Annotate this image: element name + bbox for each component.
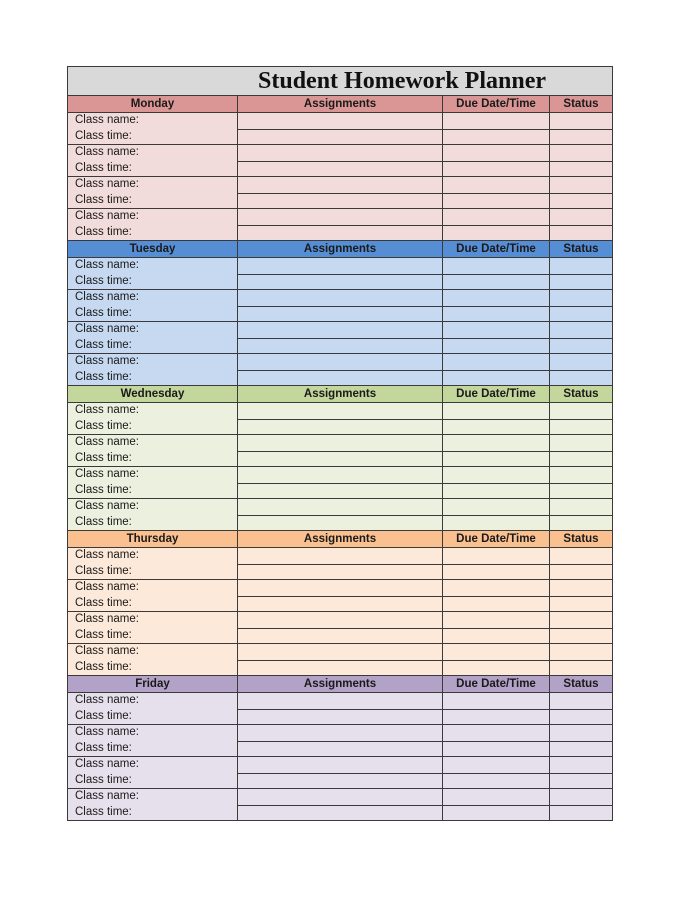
status-cell[interactable] <box>550 209 612 225</box>
assignment-cell[interactable] <box>238 806 443 821</box>
table-row <box>238 499 612 515</box>
day-section-tuesday <box>68 241 612 386</box>
table-row <box>238 338 612 354</box>
due-date-cell[interactable] <box>443 275 550 290</box>
title-row <box>68 67 612 96</box>
class-label-cell[interactable] <box>68 113 238 144</box>
assignment-cell[interactable] <box>238 661 443 676</box>
assignment-cell[interactable] <box>238 710 443 725</box>
class-name-label: Class name: <box>75 581 139 593</box>
table-row <box>238 225 612 241</box>
table-row <box>238 805 612 821</box>
class-name-label: Class name: <box>75 146 139 158</box>
class-time-label: Class time: <box>75 225 132 238</box>
due-date-cell[interactable] <box>443 145 550 161</box>
due-date-cell[interactable] <box>443 420 550 435</box>
day-name: Friday <box>68 676 238 692</box>
due-date-cell[interactable] <box>443 499 550 515</box>
class-label-cell[interactable] <box>68 644 238 675</box>
class-slot <box>68 322 612 354</box>
class-label-cell[interactable] <box>68 322 238 353</box>
class-name-label: Class name: <box>75 355 139 367</box>
class-slot <box>68 725 612 757</box>
due-date-header: Due Date/Time <box>443 241 550 257</box>
class-label-cell[interactable] <box>68 580 238 611</box>
class-name-label: Class name: <box>75 291 139 303</box>
assignment-cell[interactable] <box>238 322 443 338</box>
due-date-cell[interactable] <box>443 789 550 805</box>
status-cell[interactable] <box>550 339 612 354</box>
status-cell[interactable] <box>550 516 612 531</box>
due-date-cell[interactable] <box>443 725 550 741</box>
class-time-label: Class time: <box>75 741 132 754</box>
day-name: Tuesday <box>68 241 238 257</box>
assignment-cell[interactable] <box>238 226 443 241</box>
table-row <box>238 789 612 805</box>
table-row <box>238 209 612 225</box>
class-name-label: Class name: <box>75 758 139 770</box>
class-time-label: Class time: <box>75 161 132 174</box>
class-label-cell[interactable] <box>68 290 238 321</box>
assignment-cell[interactable] <box>238 499 443 515</box>
assignment-cell[interactable] <box>238 275 443 290</box>
class-time-label: Class time: <box>75 628 132 641</box>
status-cell[interactable] <box>550 452 612 467</box>
class-label-cell[interactable] <box>68 725 238 756</box>
table-row <box>238 113 612 129</box>
table-row <box>238 725 612 741</box>
table-row <box>238 628 612 644</box>
assignments-header: Assignments <box>238 676 443 692</box>
class-slot <box>68 789 612 820</box>
status-cell[interactable] <box>550 806 612 821</box>
status-cell[interactable] <box>550 548 612 564</box>
table-row <box>238 515 612 531</box>
table-row <box>238 193 612 209</box>
status-cell[interactable] <box>550 354 612 370</box>
status-header: Status <box>563 388 599 400</box>
class-time-label: Class time: <box>75 193 132 206</box>
status-cell[interactable] <box>550 484 612 499</box>
status-cell[interactable] <box>550 774 612 789</box>
class-label-cell[interactable] <box>68 354 238 385</box>
due-date-cell[interactable] <box>443 693 550 709</box>
status-cell[interactable] <box>550 710 612 725</box>
day-header-row <box>68 386 612 403</box>
assignment-cell[interactable] <box>238 307 443 322</box>
assignment-cell[interactable] <box>238 452 443 467</box>
due-date-cell[interactable] <box>443 710 550 725</box>
status-cell[interactable] <box>550 565 612 580</box>
class-slot <box>68 290 612 322</box>
assignment-cell[interactable] <box>238 420 443 435</box>
table-row <box>238 435 612 451</box>
table-row <box>238 660 612 676</box>
table-row <box>238 467 612 483</box>
day-section-wednesday <box>68 386 612 531</box>
table-row <box>238 274 612 290</box>
table-row <box>238 564 612 580</box>
assignment-cell[interactable] <box>238 484 443 499</box>
class-time-label: Class time: <box>75 483 132 496</box>
assignment-cell[interactable] <box>238 113 443 129</box>
assignment-cell[interactable] <box>238 565 443 580</box>
assignment-cell[interactable] <box>238 757 443 773</box>
due-date-cell[interactable] <box>443 194 550 209</box>
status-cell[interactable] <box>550 757 612 773</box>
table-row <box>238 709 612 725</box>
day-section-monday <box>68 96 612 241</box>
status-cell[interactable] <box>550 742 612 757</box>
assignment-cell[interactable] <box>238 693 443 709</box>
class-label-cell[interactable] <box>68 499 238 530</box>
class-time-label: Class time: <box>75 515 132 528</box>
class-time-label: Class time: <box>75 596 132 609</box>
day-section-thursday <box>68 531 612 676</box>
class-name-label: Class name: <box>75 178 139 190</box>
table-row <box>238 322 612 338</box>
due-date-cell[interactable] <box>443 806 550 821</box>
class-label-cell[interactable] <box>68 209 238 240</box>
class-label-cell[interactable] <box>68 789 238 820</box>
status-header: Status <box>563 533 599 545</box>
class-time-label: Class time: <box>75 129 132 142</box>
status-cell[interactable] <box>550 177 612 193</box>
due-date-header: Due Date/Time <box>443 96 550 112</box>
class-time-label: Class time: <box>75 773 132 786</box>
class-name-label: Class name: <box>75 436 139 448</box>
class-label-cell[interactable] <box>68 467 238 498</box>
due-date-cell[interactable] <box>443 322 550 338</box>
assignment-cell[interactable] <box>238 742 443 757</box>
table-row <box>238 741 612 757</box>
status-cell[interactable] <box>550 145 612 161</box>
status-cell[interactable] <box>550 789 612 805</box>
day-name: Wednesday <box>68 386 238 402</box>
day-section-friday <box>68 676 612 820</box>
day-header-row <box>68 676 612 693</box>
due-date-cell[interactable] <box>443 290 550 306</box>
class-slot <box>68 612 612 644</box>
assignment-cell[interactable] <box>238 354 443 370</box>
table-row <box>238 129 612 145</box>
table-row <box>238 451 612 467</box>
due-date-cell[interactable] <box>443 644 550 660</box>
due-date-cell[interactable] <box>443 565 550 580</box>
assignment-cell[interactable] <box>238 258 443 274</box>
class-time-label: Class time: <box>75 338 132 351</box>
class-name-label: Class name: <box>75 726 139 738</box>
due-date-cell[interactable] <box>443 354 550 370</box>
assignment-cell[interactable] <box>238 371 443 386</box>
status-cell[interactable] <box>550 371 612 386</box>
table-row <box>238 483 612 499</box>
due-date-header: Due Date/Time <box>443 676 550 692</box>
status-cell[interactable] <box>550 629 612 644</box>
class-name-label: Class name: <box>75 210 139 222</box>
assignments-header: Assignments <box>238 386 443 402</box>
class-time-label: Class time: <box>75 306 132 319</box>
status-header: Status <box>563 243 599 255</box>
assignment-cell[interactable] <box>238 629 443 644</box>
class-time-label: Class time: <box>75 451 132 464</box>
status-cell[interactable] <box>550 661 612 676</box>
due-date-cell[interactable] <box>443 209 550 225</box>
class-name-label: Class name: <box>75 468 139 480</box>
due-date-cell[interactable] <box>443 548 550 564</box>
status-cell[interactable] <box>550 435 612 451</box>
due-date-cell[interactable] <box>443 226 550 241</box>
day-header-row <box>68 96 612 113</box>
class-label-cell[interactable] <box>68 258 238 289</box>
assignment-cell[interactable] <box>238 789 443 805</box>
due-date-cell[interactable] <box>443 580 550 596</box>
class-name-label: Class name: <box>75 613 139 625</box>
table-row <box>238 370 612 386</box>
status-cell[interactable] <box>550 499 612 515</box>
due-date-cell[interactable] <box>443 371 550 386</box>
table-row <box>238 612 612 628</box>
class-name-label: Class name: <box>75 549 139 561</box>
status-cell[interactable] <box>550 725 612 741</box>
status-header: Status <box>563 678 599 690</box>
class-label-cell[interactable] <box>68 612 238 643</box>
due-date-header: Due Date/Time <box>443 386 550 402</box>
class-slot <box>68 435 612 467</box>
class-name-label: Class name: <box>75 259 139 271</box>
table-row <box>238 596 612 612</box>
status-cell[interactable] <box>550 693 612 709</box>
class-slot <box>68 499 612 531</box>
status-cell[interactable] <box>550 307 612 322</box>
class-label-cell[interactable] <box>68 145 238 176</box>
assignments-header: Assignments <box>238 241 443 257</box>
table-row <box>238 258 612 274</box>
table-row <box>238 290 612 306</box>
due-date-cell[interactable] <box>443 177 550 193</box>
due-date-cell[interactable] <box>443 467 550 483</box>
table-row <box>238 757 612 773</box>
class-name-label: Class name: <box>75 500 139 512</box>
assignment-cell[interactable] <box>238 162 443 177</box>
day-name: Monday <box>68 96 238 112</box>
class-slot <box>68 258 612 290</box>
class-name-label: Class name: <box>75 323 139 335</box>
status-cell[interactable] <box>550 290 612 306</box>
assignment-cell[interactable] <box>238 580 443 596</box>
class-time-label: Class time: <box>75 274 132 287</box>
status-cell[interactable] <box>550 275 612 290</box>
due-date-cell[interactable] <box>443 612 550 628</box>
class-slot <box>68 548 612 580</box>
status-cell[interactable] <box>550 644 612 660</box>
status-cell[interactable] <box>550 113 612 129</box>
assignment-cell[interactable] <box>238 597 443 612</box>
status-cell[interactable] <box>550 467 612 483</box>
due-date-cell[interactable] <box>443 452 550 467</box>
table-row <box>238 548 612 564</box>
class-time-label: Class time: <box>75 370 132 383</box>
assignment-cell[interactable] <box>238 612 443 628</box>
assignment-cell[interactable] <box>238 177 443 193</box>
page-title: Student Homework Planner <box>258 68 546 94</box>
class-slot <box>68 644 612 676</box>
due-date-cell[interactable] <box>443 661 550 676</box>
assignment-cell[interactable] <box>238 145 443 161</box>
assignments-header: Assignments <box>238 96 443 112</box>
assignment-cell[interactable] <box>238 403 443 419</box>
class-name-label: Class name: <box>75 404 139 416</box>
status-cell[interactable] <box>550 130 612 145</box>
table-row <box>238 145 612 161</box>
table-row <box>238 419 612 435</box>
status-cell[interactable] <box>550 580 612 596</box>
homework-planner-table <box>67 66 613 821</box>
due-date-cell[interactable] <box>443 435 550 451</box>
status-cell[interactable] <box>550 194 612 209</box>
table-row <box>238 773 612 789</box>
table-row <box>238 306 612 322</box>
class-label-cell[interactable] <box>68 757 238 788</box>
assignment-cell[interactable] <box>238 290 443 306</box>
assignments-header: Assignments <box>238 531 443 547</box>
status-cell[interactable] <box>550 612 612 628</box>
status-cell[interactable] <box>550 403 612 419</box>
class-label-cell[interactable] <box>68 693 238 724</box>
table-row <box>238 403 612 419</box>
assignment-cell[interactable] <box>238 774 443 789</box>
day-header-row <box>68 241 612 258</box>
class-time-label: Class time: <box>75 805 132 818</box>
assignment-cell[interactable] <box>238 644 443 660</box>
class-slot <box>68 693 612 725</box>
table-row <box>238 693 612 709</box>
class-slot <box>68 757 612 789</box>
due-date-cell[interactable] <box>443 113 550 129</box>
due-date-cell[interactable] <box>443 162 550 177</box>
due-date-header: Due Date/Time <box>443 531 550 547</box>
class-label-cell[interactable] <box>68 435 238 466</box>
status-cell[interactable] <box>550 597 612 612</box>
table-row <box>238 161 612 177</box>
class-label-cell[interactable] <box>68 403 238 434</box>
due-date-cell[interactable] <box>443 742 550 757</box>
class-time-label: Class time: <box>75 419 132 432</box>
status-cell[interactable] <box>550 420 612 435</box>
status-cell[interactable] <box>550 226 612 241</box>
due-date-cell[interactable] <box>443 258 550 274</box>
class-time-label: Class time: <box>75 709 132 722</box>
status-header: Status <box>563 98 599 110</box>
class-name-label: Class name: <box>75 645 139 657</box>
class-slot <box>68 113 612 145</box>
class-name-label: Class name: <box>75 114 139 126</box>
due-date-cell[interactable] <box>443 516 550 531</box>
assignment-cell[interactable] <box>238 339 443 354</box>
day-name: Thursday <box>68 531 238 547</box>
class-name-label: Class name: <box>75 694 139 706</box>
class-label-cell[interactable] <box>68 548 238 579</box>
due-date-cell[interactable] <box>443 629 550 644</box>
class-slot <box>68 209 612 241</box>
assignment-cell[interactable] <box>238 467 443 483</box>
class-label-cell[interactable] <box>68 177 238 208</box>
table-row <box>238 354 612 370</box>
due-date-cell[interactable] <box>443 484 550 499</box>
assignment-cell[interactable] <box>238 435 443 451</box>
class-slot <box>68 177 612 209</box>
status-cell[interactable] <box>550 162 612 177</box>
due-date-cell[interactable] <box>443 130 550 145</box>
table-row <box>238 580 612 596</box>
assignment-cell[interactable] <box>238 194 443 209</box>
table-row <box>238 644 612 660</box>
class-slot <box>68 580 612 612</box>
class-time-label: Class time: <box>75 564 132 577</box>
status-cell[interactable] <box>550 322 612 338</box>
due-date-cell[interactable] <box>443 339 550 354</box>
due-date-cell[interactable] <box>443 307 550 322</box>
class-slot <box>68 354 612 386</box>
assignment-cell[interactable] <box>238 130 443 145</box>
class-slot <box>68 403 612 435</box>
table-row <box>238 177 612 193</box>
assignment-cell[interactable] <box>238 516 443 531</box>
assignment-cell[interactable] <box>238 209 443 225</box>
class-name-label: Class name: <box>75 790 139 802</box>
due-date-cell[interactable] <box>443 774 550 789</box>
class-slot <box>68 145 612 177</box>
day-header-row <box>68 531 612 548</box>
due-date-cell[interactable] <box>443 597 550 612</box>
assignment-cell[interactable] <box>238 725 443 741</box>
assignment-cell[interactable] <box>238 548 443 564</box>
class-time-label: Class time: <box>75 660 132 673</box>
due-date-cell[interactable] <box>443 403 550 419</box>
class-slot <box>68 467 612 499</box>
due-date-cell[interactable] <box>443 757 550 773</box>
status-cell[interactable] <box>550 258 612 274</box>
